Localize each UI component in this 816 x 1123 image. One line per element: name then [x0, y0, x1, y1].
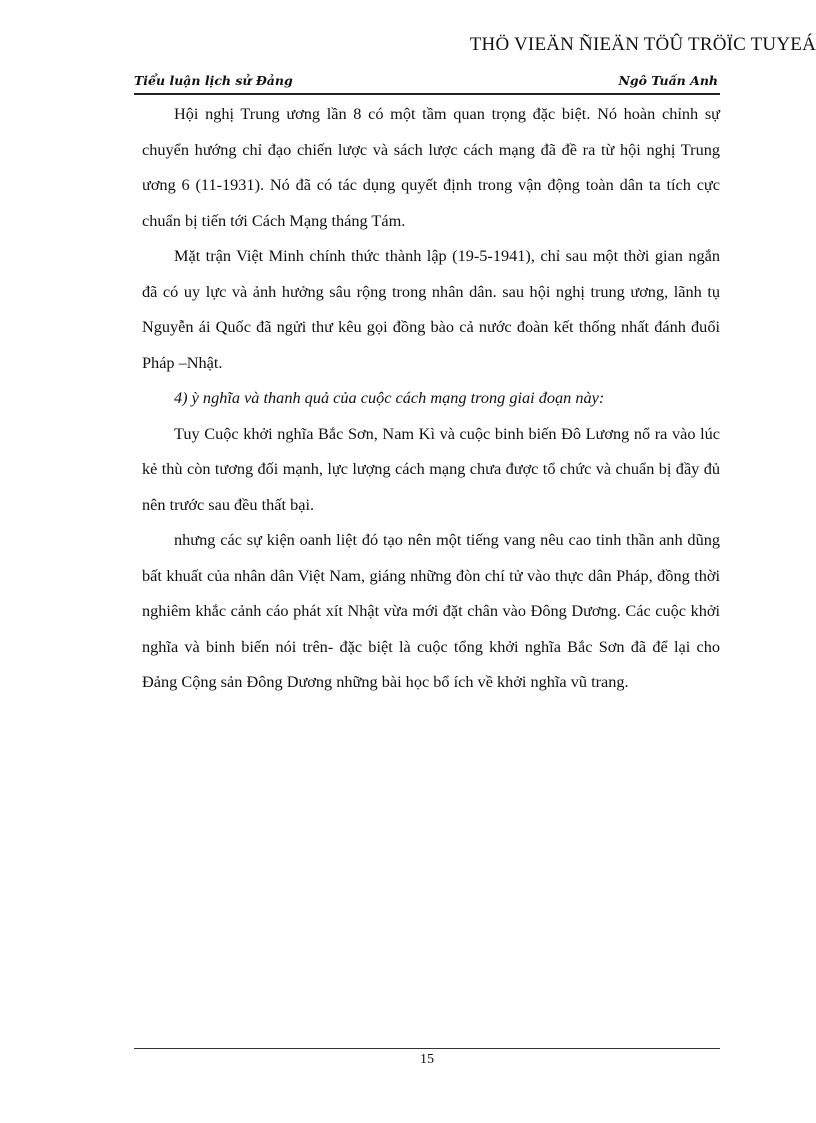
site-watermark: THÖ VIEÄN ÑIEÄN TÖÛ TRÖÏC TUYEÁ [469, 34, 816, 55]
page-body [142, 96, 720, 700]
header-document-title: Tiểu luận lịch sử Đảng [134, 73, 293, 88]
section-heading: 4) ỳ nghĩa và thanh quả của cuộc cách mạng trong giai đoạn này: [174, 388, 605, 407]
footer-divider [134, 1048, 720, 1049]
body-paragraph: Mặt trận Việt Minh chính thức thành lập (19-5-1941), chỉ sau một thời gian ngắn đã có uy lực và ảnh hưởng sâu rộng trong nhân dân. sau hội nghị trung ương, lãnh tụ Nguyễn ái Quốc đã ngửi thư kêu gọi đồng bào cả nước đoàn kết thống nhất đánh đuổi Pháp –Nhật. [142, 246, 720, 372]
body-paragraph: Tuy Cuộc khởi nghĩa Bắc Sơn, Nam Kì và cuộc binh biến Đô Lương nổ ra vào lúc kẻ thù còn tương đối mạnh, lực lượng cách mạng chưa được tổ chức và chuẩn bị đầy đủ nên trước sau đều thất bại. [142, 423, 720, 514]
body-paragraph: Hội nghị Trung ương lần 8 có một tầm quan trọng đặc biệt. Nó hoàn chỉnh sự chuyển hướng chỉ đạo chiến lược và sách lược cách mạng đã đề ra từ hội nghị Trung ương 6 (11-1931). Nó đã có tác dụng quyết định trong vận động toàn dân ta tích cực chuẩn bị tiến tới Cách Mạng tháng Tám. [142, 104, 720, 230]
body-paragraph: nhưng các sự kiện oanh liệt đó tạo nên một tiếng vang nêu cao tinh thần anh dũng bất khuất của nhân dân Việt Nam, giáng những đòn chí tử vào thực dân Pháp, đồng thời nghiêm khắc cảnh cáo phát xít Nhật vừa mới đặt chân vào Đông Dương. Các cuộc khởi nghĩa và binh biến nói trên- đặc biệt là cuộc tổng khởi nghĩa Bắc Sơn đã để lại cho Đảng Cộng sản Đông Dương những bài học bổ ích về khởi nghĩa vũ trang. [142, 530, 720, 691]
header-author-name: Ngô Tuấn Anh [618, 73, 718, 88]
page-number: 15 [420, 1052, 434, 1067]
running-header [134, 71, 720, 95]
